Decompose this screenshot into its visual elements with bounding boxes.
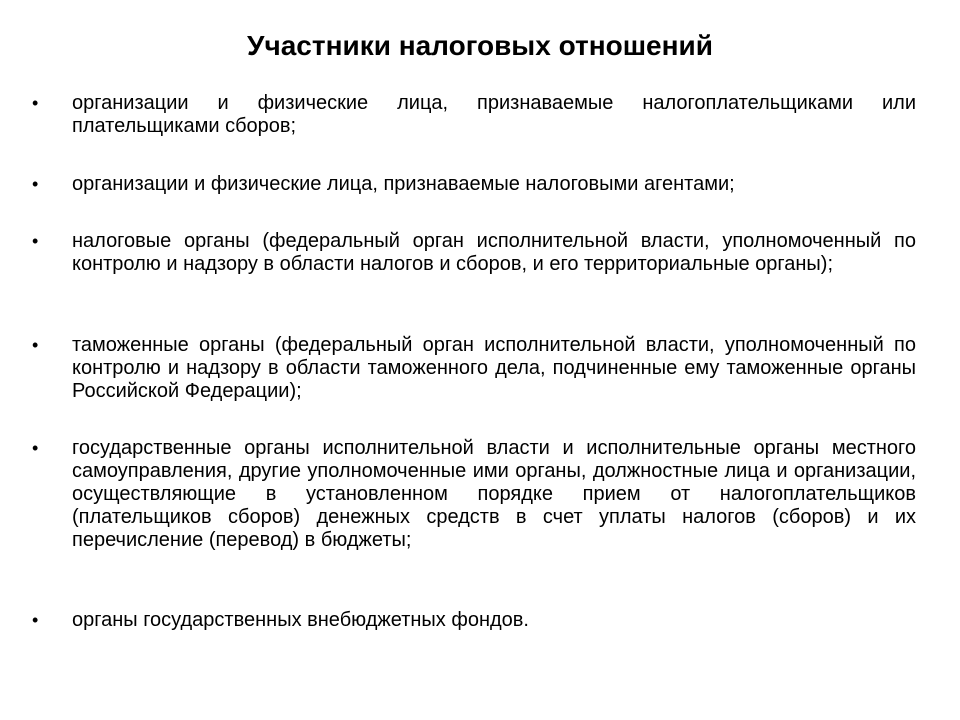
bullet-icon: • — [32, 438, 39, 458]
list-item-text: таможенные органы (федеральный орган исполнительной власти, уполномоченный по контролю и надзору в области таможенного дела, подчиненные ему таможенные органы Российской Федерации); — [72, 334, 916, 402]
list-item — [30, 92, 916, 138]
list-item-text: организации и физические лица, признаваемые налоговыми агентами; — [72, 173, 735, 195]
list-item — [30, 437, 916, 552]
list-item-text: налоговые органы (федеральный орган исполнительной власти, уполномоченный по контролю и надзору в области налогов и сборов, и его территориальные органы); — [72, 230, 916, 275]
list-item — [30, 173, 916, 196]
bullet-icon: • — [32, 610, 39, 630]
list-item-text: организации и физические лица, признаваемые налогоплательщиками или плательщиками сборов; — [72, 92, 916, 137]
bullet-icon: • — [32, 93, 39, 113]
bullet-icon: • — [32, 335, 39, 355]
list-item — [30, 609, 916, 632]
bullet-icon: • — [32, 174, 39, 194]
list-item-text: органы государственных внебюджетных фондов. — [72, 609, 529, 631]
slide-title: Участники налоговых отношений — [247, 30, 713, 61]
bullet-icon: • — [32, 231, 39, 251]
list-item — [30, 230, 916, 276]
list-item-text: государственные органы исполнительной власти и исполнительные органы местного самоуправления, другие уполномоченные ими органы, должностные лица и организации, осуществляющие в установленном порядке прием от налогоплательщиков (плательщиков сборов) денежных средств в счет уплаты налогов (сборов) и их перечисление (перевод) в бюджеты; — [72, 437, 916, 551]
list-item — [30, 334, 916, 403]
